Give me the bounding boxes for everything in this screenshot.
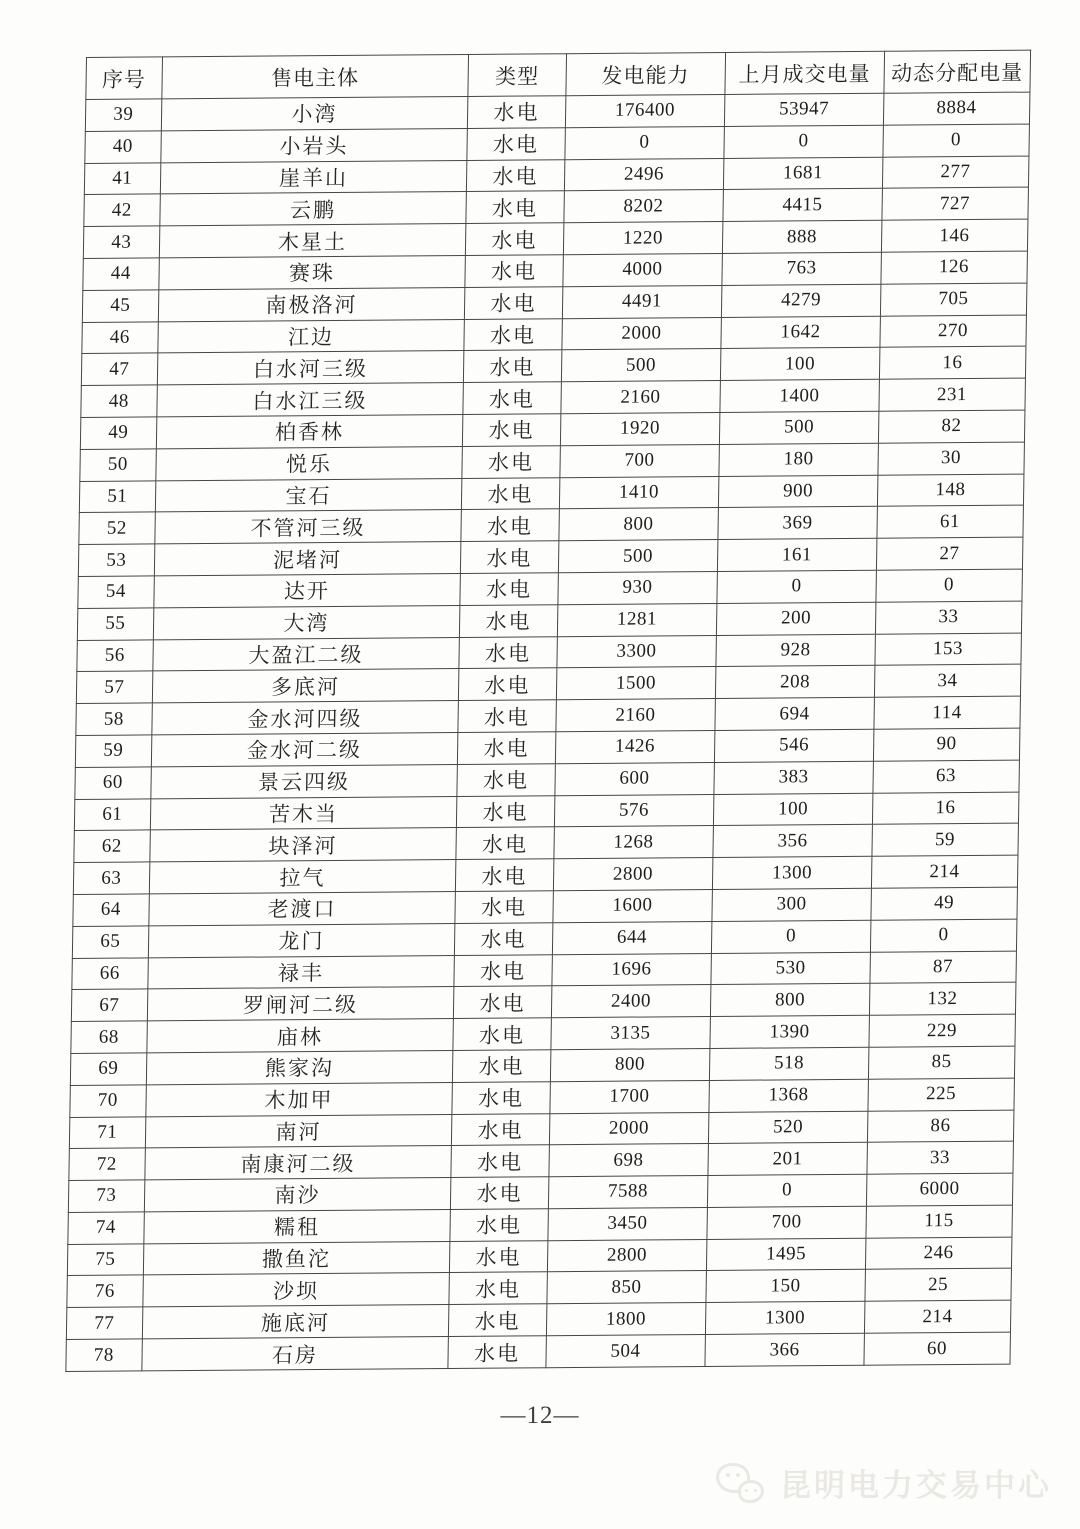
cell-dynamic-allocation: 0 bbox=[876, 569, 1023, 602]
cell-dynamic-allocation: 277 bbox=[882, 156, 1029, 189]
cell-entity: 沙坝 bbox=[142, 1273, 449, 1307]
cell-type: 水电 bbox=[450, 1209, 548, 1242]
cell-type: 水电 bbox=[451, 1177, 549, 1210]
cell-capacity: 930 bbox=[557, 571, 717, 604]
cell-serial: 53 bbox=[78, 544, 154, 576]
cell-type: 水电 bbox=[459, 668, 557, 701]
cell-entity: 老渡口 bbox=[148, 891, 455, 925]
cell-serial: 67 bbox=[71, 989, 147, 1021]
cell-dynamic-allocation: 214 bbox=[864, 1300, 1011, 1333]
cell-serial: 66 bbox=[72, 957, 148, 989]
cell-last-month-volume: 546 bbox=[714, 729, 873, 762]
cell-serial: 50 bbox=[80, 449, 156, 481]
cell-capacity: 7588 bbox=[548, 1176, 708, 1209]
cell-capacity: 3135 bbox=[550, 1017, 710, 1050]
cell-entity: 不管河三级 bbox=[154, 510, 461, 544]
cell-serial: 70 bbox=[70, 1085, 146, 1117]
cell-entity: 泥堵河 bbox=[154, 542, 461, 576]
cell-serial: 64 bbox=[73, 894, 149, 926]
cell-entity: 崖羊山 bbox=[160, 160, 467, 194]
cell-capacity: 1700 bbox=[549, 1080, 709, 1113]
cell-last-month-volume: 500 bbox=[719, 411, 878, 444]
cell-dynamic-allocation: 59 bbox=[872, 823, 1019, 856]
cell-type: 水电 bbox=[451, 1145, 549, 1178]
cell-dynamic-allocation: 90 bbox=[873, 728, 1020, 761]
cell-serial: 41 bbox=[84, 162, 160, 194]
cell-serial: 62 bbox=[74, 830, 150, 862]
cell-dynamic-allocation: 231 bbox=[879, 378, 1026, 411]
cell-capacity: 8202 bbox=[563, 190, 723, 223]
cell-last-month-volume: 0 bbox=[724, 125, 883, 158]
cell-type: 水电 bbox=[463, 414, 561, 447]
cell-type: 水电 bbox=[463, 382, 561, 415]
cell-dynamic-allocation: 225 bbox=[868, 1078, 1015, 1111]
cell-entity: 南康河二级 bbox=[144, 1146, 451, 1180]
cell-dynamic-allocation: 214 bbox=[871, 855, 1018, 888]
cell-serial: 59 bbox=[75, 735, 151, 767]
cell-type: 水电 bbox=[466, 191, 564, 224]
cell-dynamic-allocation: 114 bbox=[874, 696, 1021, 729]
cell-dynamic-allocation: 6000 bbox=[866, 1173, 1013, 1206]
cell-last-month-volume: 1681 bbox=[723, 157, 882, 190]
column-header-entity: 售电主体 bbox=[161, 54, 468, 98]
cell-serial: 73 bbox=[68, 1180, 144, 1212]
cell-last-month-volume: 208 bbox=[715, 666, 874, 699]
cell-entity: 撒鱼沱 bbox=[143, 1241, 450, 1275]
cell-last-month-volume: 1642 bbox=[721, 316, 880, 349]
cell-serial: 68 bbox=[71, 1021, 147, 1053]
cell-dynamic-allocation: 126 bbox=[881, 251, 1028, 284]
cell-entity: 江边 bbox=[157, 319, 464, 353]
cell-serial: 48 bbox=[81, 385, 157, 417]
cell-capacity: 4491 bbox=[562, 285, 722, 318]
cell-serial: 55 bbox=[77, 608, 153, 640]
cell-last-month-volume: 1300 bbox=[705, 1302, 864, 1335]
watermark-label: 昆明电力交易中心 bbox=[780, 1468, 1052, 1503]
cell-serial: 69 bbox=[70, 1053, 146, 1085]
cell-last-month-volume: 1495 bbox=[706, 1238, 865, 1271]
column-header-serial: 序号 bbox=[86, 57, 162, 100]
cell-capacity: 1220 bbox=[563, 222, 723, 255]
cell-last-month-volume: 161 bbox=[717, 538, 876, 571]
cell-last-month-volume: 800 bbox=[710, 984, 869, 1017]
cell-last-month-volume: 180 bbox=[719, 443, 878, 476]
cell-capacity: 2160 bbox=[560, 381, 720, 414]
cell-last-month-volume: 0 bbox=[707, 1174, 866, 1207]
cell-capacity: 0 bbox=[564, 126, 724, 159]
cell-entity: 木星土 bbox=[159, 224, 466, 258]
cell-type: 水电 bbox=[468, 96, 566, 129]
cell-entity: 大湾 bbox=[153, 605, 460, 639]
cell-serial: 49 bbox=[80, 417, 156, 449]
cell-entity: 木加甲 bbox=[145, 1082, 452, 1116]
cell-entity: 施底河 bbox=[142, 1305, 449, 1339]
cell-entity: 金水河二级 bbox=[151, 732, 458, 766]
cell-last-month-volume: 100 bbox=[713, 793, 872, 826]
cell-entity: 小岩头 bbox=[160, 128, 467, 162]
cell-serial: 76 bbox=[67, 1275, 143, 1307]
cell-serial: 39 bbox=[85, 99, 161, 131]
cell-capacity: 644 bbox=[552, 921, 712, 954]
cell-type: 水电 bbox=[450, 1240, 548, 1273]
cell-entity: 白水江三级 bbox=[156, 383, 463, 417]
cell-type: 水电 bbox=[458, 700, 556, 733]
cell-dynamic-allocation: 727 bbox=[882, 187, 1029, 220]
cell-dynamic-allocation: 30 bbox=[878, 442, 1025, 475]
cell-dynamic-allocation: 49 bbox=[871, 887, 1018, 920]
cell-dynamic-allocation: 34 bbox=[874, 664, 1021, 697]
cell-capacity: 2800 bbox=[553, 858, 713, 891]
cell-type: 水电 bbox=[467, 128, 565, 161]
cell-type: 水电 bbox=[453, 1018, 551, 1051]
cell-capacity: 850 bbox=[546, 1271, 706, 1304]
cell-type: 水电 bbox=[452, 1113, 550, 1146]
cell-dynamic-allocation: 25 bbox=[865, 1269, 1012, 1302]
cell-entity: 苦木当 bbox=[150, 796, 457, 830]
cell-type: 水电 bbox=[461, 541, 559, 574]
cell-last-month-volume: 928 bbox=[716, 634, 875, 667]
cell-entity: 糯租 bbox=[143, 1209, 450, 1243]
cell-last-month-volume: 763 bbox=[722, 252, 881, 285]
cell-capacity: 576 bbox=[554, 794, 714, 827]
cell-entity: 悦乐 bbox=[155, 446, 462, 480]
cell-dynamic-allocation: 132 bbox=[869, 982, 1016, 1015]
wechat-icon bbox=[716, 1461, 768, 1505]
cell-type: 水电 bbox=[460, 573, 558, 606]
cell-capacity: 3450 bbox=[547, 1207, 707, 1240]
cell-serial: 40 bbox=[85, 131, 161, 163]
cell-type: 水电 bbox=[454, 954, 552, 987]
cell-entity: 柏香林 bbox=[156, 414, 463, 448]
cell-dynamic-allocation: 705 bbox=[880, 283, 1027, 316]
cell-dynamic-allocation: 229 bbox=[869, 1014, 1016, 1047]
cell-last-month-volume: 1300 bbox=[712, 856, 871, 889]
cell-last-month-volume: 356 bbox=[713, 825, 872, 858]
cell-dynamic-allocation: 63 bbox=[873, 760, 1020, 793]
cell-capacity: 2160 bbox=[555, 699, 715, 732]
cell-capacity: 600 bbox=[554, 762, 714, 795]
cell-dynamic-allocation: 246 bbox=[865, 1237, 1012, 1270]
power-allocation-table bbox=[65, 50, 1031, 1372]
cell-type: 水电 bbox=[456, 827, 554, 860]
cell-last-month-volume: 100 bbox=[720, 348, 879, 381]
cell-dynamic-allocation: 153 bbox=[875, 633, 1022, 666]
cell-entity: 罗闸河二级 bbox=[147, 987, 454, 1021]
cell-entity: 禄丰 bbox=[147, 955, 454, 989]
cell-type: 水电 bbox=[455, 922, 553, 955]
cell-serial: 74 bbox=[68, 1212, 144, 1244]
cell-entity: 赛珠 bbox=[158, 255, 465, 289]
cell-entity: 大盈江二级 bbox=[152, 637, 459, 671]
cell-serial: 72 bbox=[69, 1148, 145, 1180]
cell-entity: 景云四级 bbox=[150, 764, 457, 798]
cell-capacity: 1696 bbox=[551, 953, 711, 986]
cell-serial: 44 bbox=[83, 258, 159, 290]
cell-capacity: 500 bbox=[561, 349, 721, 382]
cell-capacity: 4000 bbox=[562, 253, 722, 286]
cell-type: 水电 bbox=[448, 1336, 546, 1369]
cell-capacity: 500 bbox=[558, 540, 718, 573]
cell-type: 水电 bbox=[454, 986, 552, 1019]
cell-capacity: 1268 bbox=[553, 826, 713, 859]
cell-dynamic-allocation: 8884 bbox=[883, 92, 1030, 125]
cell-type: 水电 bbox=[467, 159, 565, 192]
cell-type: 水电 bbox=[456, 859, 554, 892]
cell-dynamic-allocation: 16 bbox=[872, 792, 1019, 825]
cell-entity: 南沙 bbox=[144, 1178, 451, 1212]
cell-serial: 58 bbox=[76, 703, 152, 735]
cell-serial: 75 bbox=[67, 1244, 143, 1276]
cell-dynamic-allocation: 270 bbox=[880, 315, 1027, 348]
cell-serial: 45 bbox=[82, 290, 158, 322]
cell-type: 水电 bbox=[453, 1050, 551, 1083]
cell-serial: 54 bbox=[78, 576, 154, 608]
cell-dynamic-allocation: 85 bbox=[868, 1046, 1015, 1079]
cell-capacity: 2800 bbox=[547, 1239, 707, 1272]
cell-capacity: 176400 bbox=[565, 94, 725, 127]
cell-dynamic-allocation: 61 bbox=[877, 505, 1024, 538]
cell-type: 水电 bbox=[459, 636, 557, 669]
cell-capacity: 1426 bbox=[555, 730, 715, 763]
cell-capacity: 504 bbox=[545, 1335, 705, 1368]
cell-last-month-volume: 4415 bbox=[723, 189, 882, 222]
cell-serial: 60 bbox=[75, 767, 151, 799]
cell-capacity: 700 bbox=[559, 444, 719, 477]
cell-entity: 石房 bbox=[141, 1337, 448, 1371]
cell-type: 水电 bbox=[465, 287, 563, 320]
cell-entity: 南河 bbox=[145, 1114, 452, 1148]
cell-capacity: 2496 bbox=[564, 158, 724, 191]
cell-serial: 71 bbox=[69, 1116, 145, 1148]
cell-last-month-volume: 900 bbox=[718, 475, 877, 508]
cell-last-month-volume: 1390 bbox=[710, 1015, 869, 1048]
cell-entity: 多底河 bbox=[152, 669, 459, 703]
cell-last-month-volume: 694 bbox=[715, 697, 874, 730]
cell-dynamic-allocation: 33 bbox=[867, 1141, 1014, 1174]
cell-last-month-volume: 4279 bbox=[721, 284, 880, 317]
cell-entity: 拉气 bbox=[149, 860, 456, 894]
cell-type: 水电 bbox=[458, 732, 556, 765]
cell-capacity: 800 bbox=[550, 1048, 710, 1081]
cell-serial: 46 bbox=[82, 321, 158, 353]
table-row bbox=[66, 1332, 1011, 1371]
cell-type: 水电 bbox=[462, 445, 560, 478]
cell-capacity: 1500 bbox=[556, 667, 716, 700]
cell-serial: 63 bbox=[73, 862, 149, 894]
cell-dynamic-allocation: 60 bbox=[864, 1332, 1011, 1365]
cell-capacity: 1800 bbox=[546, 1303, 706, 1336]
cell-serial: 52 bbox=[79, 512, 155, 544]
cell-serial: 56 bbox=[77, 639, 153, 671]
cell-entity: 金水河四级 bbox=[151, 701, 458, 735]
cell-dynamic-allocation: 0 bbox=[883, 124, 1030, 157]
cell-last-month-volume: 369 bbox=[718, 507, 877, 540]
cell-capacity: 2000 bbox=[561, 317, 721, 350]
cell-dynamic-allocation: 148 bbox=[877, 474, 1024, 507]
cell-capacity: 2400 bbox=[551, 985, 711, 1018]
cell-type: 水电 bbox=[457, 795, 555, 828]
cell-last-month-volume: 888 bbox=[722, 220, 881, 253]
cell-last-month-volume: 201 bbox=[708, 1143, 867, 1176]
cell-dynamic-allocation: 82 bbox=[878, 410, 1025, 443]
cell-last-month-volume: 366 bbox=[705, 1333, 864, 1366]
cell-serial: 78 bbox=[66, 1339, 142, 1372]
cell-type: 水电 bbox=[465, 255, 563, 288]
cell-type: 水电 bbox=[461, 509, 559, 542]
cell-serial: 61 bbox=[74, 798, 150, 830]
cell-entity: 达开 bbox=[153, 573, 460, 607]
cell-dynamic-allocation: 16 bbox=[879, 346, 1026, 379]
column-header-dynamic-allocation: 动态分配电量 bbox=[884, 50, 1031, 93]
cell-type: 水电 bbox=[455, 891, 553, 924]
cell-last-month-volume: 1368 bbox=[709, 1079, 868, 1112]
page-number: —12— bbox=[500, 1402, 580, 1429]
cell-entity: 龙门 bbox=[148, 923, 455, 957]
cell-type: 水电 bbox=[462, 477, 560, 510]
cell-type: 水电 bbox=[460, 604, 558, 637]
cell-last-month-volume: 0 bbox=[717, 570, 876, 603]
cell-type: 水电 bbox=[457, 763, 555, 796]
cell-serial: 47 bbox=[81, 353, 157, 385]
cell-last-month-volume: 518 bbox=[709, 1047, 868, 1080]
cell-serial: 51 bbox=[79, 480, 155, 512]
cell-last-month-volume: 200 bbox=[716, 602, 875, 635]
cell-entity: 南极洛河 bbox=[158, 287, 465, 321]
cell-last-month-volume: 1400 bbox=[720, 379, 879, 412]
column-header-capacity: 发电能力 bbox=[565, 52, 725, 95]
cell-entity: 小湾 bbox=[161, 96, 468, 130]
cell-last-month-volume: 520 bbox=[708, 1111, 867, 1144]
cell-entity: 白水河三级 bbox=[157, 351, 464, 385]
cell-last-month-volume: 383 bbox=[714, 761, 873, 794]
cell-last-month-volume: 300 bbox=[712, 888, 871, 921]
cell-dynamic-allocation: 146 bbox=[881, 219, 1028, 252]
cell-capacity: 1410 bbox=[559, 476, 719, 509]
cell-type: 水电 bbox=[464, 318, 562, 351]
cell-capacity: 3300 bbox=[556, 635, 716, 668]
cell-last-month-volume: 530 bbox=[711, 952, 870, 985]
cell-type: 水电 bbox=[466, 223, 564, 256]
cell-last-month-volume: 150 bbox=[706, 1270, 865, 1303]
cell-dynamic-allocation: 86 bbox=[867, 1110, 1014, 1143]
cell-serial: 57 bbox=[76, 671, 152, 703]
cell-entity: 庙林 bbox=[146, 1019, 453, 1053]
cell-capacity: 1600 bbox=[552, 889, 712, 922]
cell-capacity: 1281 bbox=[557, 603, 717, 636]
cell-serial: 42 bbox=[84, 194, 160, 226]
cell-dynamic-allocation: 33 bbox=[875, 601, 1022, 634]
cell-serial: 43 bbox=[83, 226, 159, 258]
cell-dynamic-allocation: 87 bbox=[870, 951, 1017, 984]
cell-dynamic-allocation: 115 bbox=[866, 1205, 1013, 1238]
cell-capacity: 2000 bbox=[549, 1112, 709, 1145]
cell-entity: 云鹏 bbox=[159, 192, 466, 226]
column-header-type: 类型 bbox=[468, 54, 566, 97]
cell-capacity: 698 bbox=[548, 1144, 708, 1177]
cell-type: 水电 bbox=[464, 350, 562, 383]
cell-last-month-volume: 53947 bbox=[724, 93, 883, 126]
column-header-last-month-volume: 上月成交电量 bbox=[725, 51, 884, 94]
cell-entity: 块泽河 bbox=[149, 828, 456, 862]
cell-dynamic-allocation: 27 bbox=[876, 537, 1023, 570]
cell-type: 水电 bbox=[449, 1272, 547, 1305]
cell-type: 水电 bbox=[449, 1304, 547, 1337]
table-header-row bbox=[86, 50, 1031, 99]
cell-serial: 65 bbox=[72, 926, 148, 958]
cell-serial: 77 bbox=[66, 1307, 142, 1339]
cell-capacity: 1920 bbox=[560, 412, 720, 445]
cell-capacity: 800 bbox=[558, 508, 718, 541]
cell-entity: 熊家沟 bbox=[146, 1050, 453, 1084]
cell-type: 水电 bbox=[452, 1081, 550, 1114]
cell-last-month-volume: 700 bbox=[707, 1206, 866, 1239]
cell-entity: 宝石 bbox=[155, 478, 462, 512]
cell-dynamic-allocation: 0 bbox=[870, 919, 1017, 952]
cell-last-month-volume: 0 bbox=[711, 920, 870, 953]
watermark bbox=[716, 1460, 1052, 1505]
